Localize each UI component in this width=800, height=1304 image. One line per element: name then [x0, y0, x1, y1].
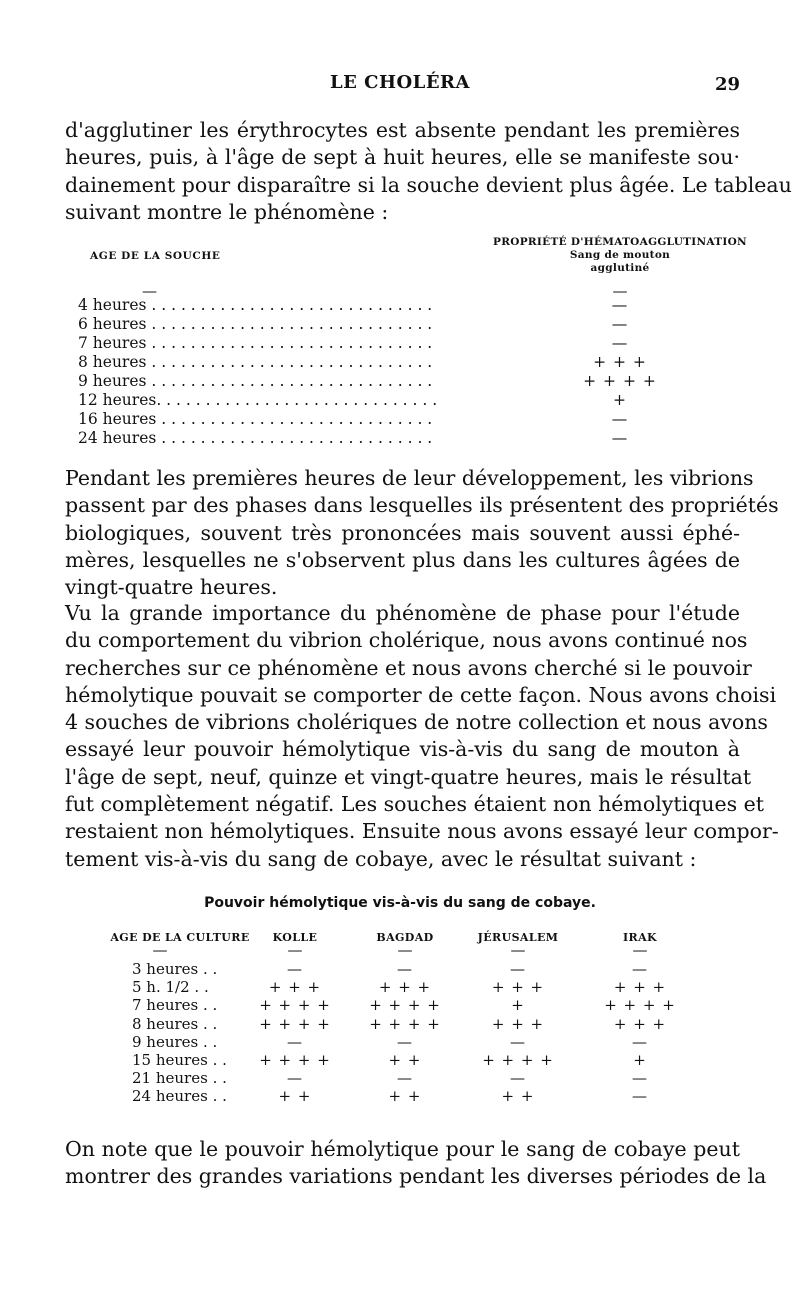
- table-row: [0, 429, 800, 448]
- table1-property-header-line: Sang de mouton: [569, 249, 671, 261]
- table-row: [0, 1051, 800, 1069]
- text-line: suivant montre le phénomène :: [65, 199, 389, 224]
- paragraph-phases: [65, 465, 779, 601]
- irak-cell: —: [632, 1069, 648, 1088]
- text-line: d'agglutiner les érythrocytes est absente pendant les premières: [65, 118, 740, 142]
- age-cell: 15 heures . .: [132, 1050, 227, 1069]
- bagdad-cell: —: [397, 1069, 413, 1088]
- table-row: [0, 296, 800, 315]
- kolle-cell: + + + +: [259, 1050, 331, 1069]
- age-cell: 7 heures . . . . . . . . . . . . . . . . . . . . . . . . . . . . .: [78, 334, 433, 352]
- column-header-irak: IRAK: [623, 931, 657, 944]
- value-cell: + + +: [593, 353, 647, 371]
- kolle-cell: + +: [278, 1087, 312, 1106]
- text-line: l'âge de sept, neuf, quinze et vingt-quatre heures, mais le résultat: [65, 764, 752, 789]
- table-row: [0, 391, 800, 410]
- text-line: restaient non hémolytiques. Ensuite nous avons essayé leur compor-: [65, 819, 779, 844]
- table2-body: [0, 960, 800, 1106]
- irak-cell: + + +: [613, 978, 667, 997]
- table1-property-header-line: agglutiné: [590, 262, 650, 274]
- hemagglutination-table: [0, 236, 800, 446]
- jerusalem-cell: —: [510, 1032, 526, 1051]
- text-line: hémolytique pouvait se comporter de cette façon. Nous avons choisi: [65, 682, 777, 707]
- text-line: recherches sur ce phénomène et nous avons cherché si le pouvoir: [65, 655, 752, 680]
- irak-cell: —: [632, 960, 648, 978]
- text-line: mères, lesquelles ne s'observent plus dans les cultures âgées de: [65, 547, 740, 572]
- table-row: [0, 353, 800, 372]
- value-cell: —: [611, 429, 629, 447]
- text-line: vingt-quatre heures.: [65, 575, 278, 600]
- kolle-cell: —: [287, 1032, 303, 1051]
- header-rule: —: [397, 941, 413, 959]
- text-line: montrer des grandes variations pendant les diverses périodes de la: [65, 1164, 767, 1189]
- table1-property-header-line: PROPRIÉTÉ D'HÉMATOAGGLUTINATION: [493, 236, 747, 248]
- bagdad-cell: + + + +: [369, 996, 441, 1015]
- age-cell: 5 h. 1/2 . .: [132, 978, 209, 997]
- table1-age-header: AGE DE LA SOUCHE: [90, 250, 221, 262]
- text-line: biologiques, souvent très prononcées mais souvent aussi éphé-: [65, 520, 740, 545]
- paragraph-hemolysis: [65, 600, 779, 873]
- jerusalem-cell: + + +: [491, 978, 545, 997]
- text-line: du comportement du vibrion cholérique, nous avons continué nos: [65, 628, 748, 653]
- hemolysis-table: [0, 895, 800, 1115]
- age-cell: 24 heures . . . . . . . . . . . . . . . . . . . . . . . . . . . .: [78, 429, 433, 447]
- kolle-cell: + + + +: [259, 1014, 331, 1033]
- table-row: [0, 334, 800, 353]
- text-line: dainement pour disparaître si la souche devient plus âgée. Le tableau: [65, 172, 792, 197]
- header-rule: —: [287, 941, 303, 959]
- irak-cell: + + +: [613, 1014, 667, 1033]
- table-row: [0, 1087, 800, 1105]
- table-row: [0, 996, 800, 1014]
- table-row: [0, 315, 800, 334]
- age-cell: 3 heures . .: [132, 960, 218, 978]
- irak-cell: —: [632, 1032, 648, 1051]
- jerusalem-cell: —: [510, 960, 526, 978]
- age-cell: 7 heures . .: [132, 996, 218, 1015]
- value-cell: —: [611, 334, 629, 352]
- kolle-cell: —: [287, 960, 303, 978]
- bagdad-cell: —: [397, 960, 413, 978]
- age-cell: 9 heures . . . . . . . . . . . . . . . . . . . . . . . . . . . . .: [78, 372, 433, 390]
- text-line: 4 souches de vibrions cholériques de notre collection et nous avons: [65, 710, 768, 735]
- bagdad-cell: + +: [388, 1087, 422, 1106]
- jerusalem-cell: + + +: [491, 1014, 545, 1033]
- table-row: [0, 410, 800, 429]
- value-cell: —: [611, 410, 629, 428]
- text-line: tement vis-à-vis du sang de cobaye, avec le résultat suivant :: [65, 846, 697, 871]
- jerusalem-cell: —: [510, 1069, 526, 1088]
- page-header: [0, 72, 800, 100]
- kolle-cell: + + + +: [259, 996, 331, 1015]
- age-cell: 12 heures. . . . . . . . . . . . . . . . . . . . . . . . . . . . .: [78, 391, 438, 409]
- value-cell: +: [613, 391, 627, 409]
- bagdad-cell: + +: [388, 1050, 422, 1069]
- irak-cell: + + + +: [604, 996, 676, 1015]
- age-cell: 21 heures . .: [132, 1069, 227, 1088]
- table1-header-rule: —: [142, 282, 157, 300]
- column-header-bagdad: BAGDAD: [376, 931, 434, 944]
- table2-caption: Pouvoir hémolytique vis-à-vis du sang de cobaye.: [204, 895, 596, 911]
- kolle-cell: + + +: [268, 978, 322, 997]
- text-line: fut complètement négatif. Les souches étaient non hémolytiques et: [65, 792, 764, 817]
- text-line: Pendant les premières heures de leur développement, les vibrions: [65, 466, 754, 490]
- bagdad-cell: —: [397, 1032, 413, 1051]
- table-row: [0, 1069, 800, 1087]
- table1-property-header: [470, 236, 770, 275]
- text-line: On note que le pouvoir hémolytique pour le sang de cobaye peut: [65, 1137, 740, 1161]
- value-cell: + + + +: [583, 372, 657, 390]
- paragraph-conclusion: [65, 1136, 767, 1191]
- column-header-jerusalem: JÉRUSALEM: [477, 931, 559, 944]
- table-row: [0, 978, 800, 996]
- bagdad-cell: + + +: [378, 978, 432, 997]
- kolle-cell: —: [287, 1069, 303, 1088]
- age-cell: 6 heures . . . . . . . . . . . . . . . . . . . . . . . . . . . . .: [78, 315, 433, 333]
- table-row: [0, 960, 800, 978]
- jerusalem-cell: +: [511, 996, 525, 1015]
- header-rule: —: [632, 941, 648, 959]
- text-line: heures, puis, à l'âge de sept à huit heures, elle se manifeste sou·: [65, 145, 740, 170]
- table1-header-rule: —: [612, 282, 628, 300]
- table-row: [0, 372, 800, 391]
- bagdad-cell: + + + +: [369, 1014, 441, 1033]
- table1-body: [0, 296, 800, 448]
- text-line: essayé leur pouvoir hémolytique vis-à-vis du sang de mouton à: [65, 737, 740, 762]
- text-line: passent par des phases dans lesquelles ils présentent des propriétés: [65, 493, 779, 518]
- paragraph-intro: [65, 117, 792, 226]
- age-cell: 8 heures . . . . . . . . . . . . . . . . . . . . . . . . . . . . .: [78, 353, 433, 371]
- jerusalem-cell: + + + +: [482, 1050, 554, 1069]
- column-header-age: AGE DE LA CULTURE: [110, 931, 250, 944]
- age-cell: 9 heures . .: [132, 1032, 218, 1051]
- age-cell: 16 heures . . . . . . . . . . . . . . . . . . . . . . . . . . . .: [78, 410, 433, 428]
- header-rule: —: [510, 941, 526, 959]
- age-cell: 4 heures . . . . . . . . . . . . . . . . . . . . . . . . . . . . .: [78, 296, 433, 314]
- irak-cell: —: [632, 1087, 648, 1106]
- text-line: Vu la grande importance du phénomène de phase pour l'étude: [65, 601, 740, 625]
- value-cell: —: [611, 296, 629, 314]
- table-row: [0, 1015, 800, 1033]
- age-cell: 8 heures . .: [132, 1014, 218, 1033]
- header-rule: —: [152, 941, 168, 959]
- jerusalem-cell: + +: [501, 1087, 535, 1106]
- running-title: LE CHOLÉRA: [330, 72, 470, 93]
- table-row: [0, 1033, 800, 1051]
- column-header-kolle: KOLLE: [272, 931, 318, 944]
- page-number: 29: [714, 74, 740, 95]
- irak-cell: +: [633, 1050, 647, 1069]
- value-cell: —: [611, 315, 629, 333]
- age-cell: 24 heures . .: [132, 1087, 227, 1106]
